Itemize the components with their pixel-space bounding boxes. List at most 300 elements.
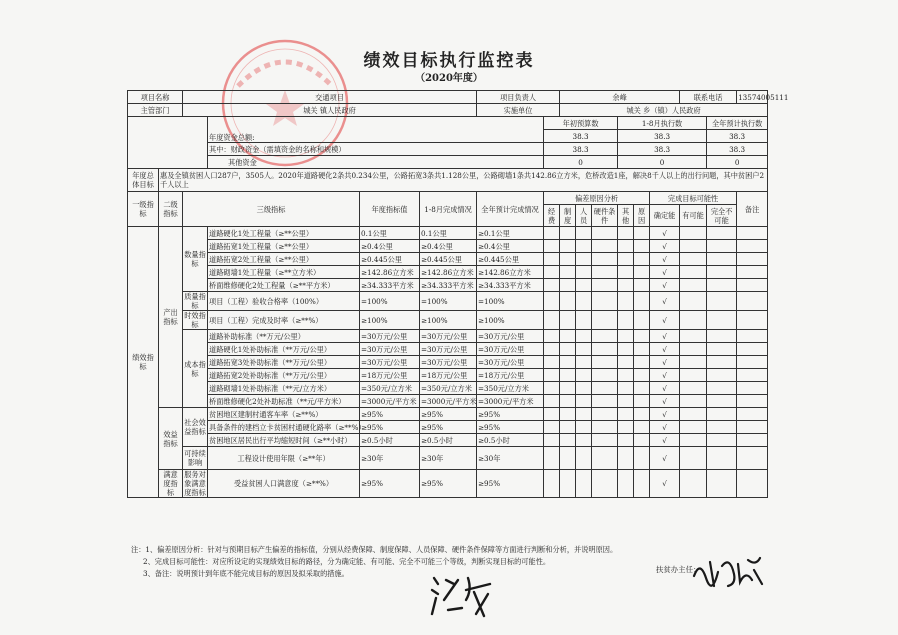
deviation-cell — [544, 311, 560, 330]
deviation-cell — [592, 382, 618, 395]
deviation-cell — [634, 470, 650, 498]
impossible-cell — [707, 470, 737, 498]
deviation-cell — [618, 292, 634, 311]
deviation-cell — [576, 266, 592, 279]
col-dev-other: 其他 — [618, 205, 634, 227]
table-row — [128, 434, 768, 447]
jan-aug-value: ≥100% — [420, 311, 477, 330]
level3-indicator: 贫困地区建制村通客车率（≥**%） — [208, 408, 360, 421]
level3-indicator: 受益贫困人口满意度（≥**%） — [208, 470, 360, 498]
funds-other-actual: 0 — [618, 156, 707, 169]
funds-other-initial: 0 — [544, 156, 618, 169]
level2-quantity: 数量指标 — [183, 227, 208, 292]
col-level2: 二级指标 — [159, 192, 183, 227]
check-mark: √ — [650, 240, 680, 253]
check-mark: √ — [650, 279, 680, 292]
remark-cell — [737, 382, 768, 395]
table-row — [128, 311, 768, 330]
table-row — [128, 356, 768, 369]
impossible-cell — [707, 382, 737, 395]
impossible-cell — [707, 253, 737, 266]
funds-col-actual: 1-8月执行数 — [618, 117, 707, 130]
forecast-value: ≥0.445公里 — [477, 253, 544, 266]
target-value: =350元/立方米 — [360, 382, 420, 395]
impossible-cell — [707, 311, 737, 330]
col-level1: 一级指标 — [128, 192, 159, 227]
deviation-cell — [592, 227, 618, 240]
impossible-cell — [707, 292, 737, 311]
level1-perf: 绩效指标 — [128, 227, 159, 498]
table-row — [128, 470, 768, 498]
deviation-cell — [592, 330, 618, 343]
deviation-cell — [544, 292, 560, 311]
deviation-cell — [560, 330, 576, 343]
level3-indicator: 道路拓宽1处工程量（≥**公里） — [208, 240, 360, 253]
level3-indicator: 道路拓宽2处工程量（≥**公里） — [208, 253, 360, 266]
goal-row — [128, 169, 768, 192]
forecast-value: =100% — [477, 292, 544, 311]
target-value: =100% — [360, 292, 420, 311]
check-mark: √ — [650, 470, 680, 498]
jan-aug-value: =18万元/公里 — [420, 369, 477, 382]
possible-cell — [680, 311, 707, 330]
deviation-cell — [618, 434, 634, 447]
jan-aug-value: =100% — [420, 292, 477, 311]
level3-indicator: 项目（工程）验收合格率（100%） — [208, 292, 360, 311]
funds-other-label: 其他资金 — [208, 156, 544, 169]
deviation-cell — [576, 356, 592, 369]
deviation-cell — [618, 253, 634, 266]
target-value: =18万元/公里 — [360, 369, 420, 382]
jan-aug-value: =350元/立方米 — [420, 382, 477, 395]
target-value: 0.1公里 — [360, 227, 420, 240]
possible-cell — [680, 382, 707, 395]
deviation-cell — [618, 382, 634, 395]
owner-value: 余峰 — [560, 91, 680, 104]
forecast-value: =30万元/公里 — [477, 330, 544, 343]
deviation-cell — [576, 279, 592, 292]
deviation-cell — [544, 408, 560, 421]
impossible-cell — [707, 227, 737, 240]
jan-aug-value: 0.1公里 — [420, 227, 477, 240]
col-dev-hardware: 硬件条件 — [592, 205, 618, 227]
deviation-cell — [592, 253, 618, 266]
check-mark: √ — [650, 343, 680, 356]
target-value: =30万元/公里 — [360, 343, 420, 356]
jan-aug-value: ≥34.333平方米 — [420, 279, 477, 292]
table-row — [128, 447, 768, 470]
jan-aug-value: =30万元/公里 — [420, 330, 477, 343]
impossible-cell — [707, 434, 737, 447]
table-row — [128, 421, 768, 434]
deviation-cell — [634, 311, 650, 330]
deviation-cell — [560, 266, 576, 279]
deviation-cell — [634, 279, 650, 292]
possible-cell — [680, 330, 707, 343]
deviation-cell — [634, 382, 650, 395]
remark-cell — [737, 343, 768, 356]
funds-col-initial: 年初预算数 — [544, 117, 618, 130]
deviation-cell — [576, 421, 592, 434]
impossible-cell — [707, 343, 737, 356]
deviation-cell — [576, 292, 592, 311]
forecast-value: ≥142.86立方米 — [477, 266, 544, 279]
table-row — [128, 227, 768, 240]
jan-aug-value: ≥95% — [420, 470, 477, 498]
remark-cell — [737, 447, 768, 470]
level1-satisfaction: 满意度指标 — [159, 470, 183, 498]
deviation-cell — [560, 343, 576, 356]
table-row — [128, 266, 768, 279]
deviation-cell — [618, 356, 634, 369]
possible-cell — [680, 356, 707, 369]
deviation-cell — [560, 240, 576, 253]
deviation-cell — [576, 330, 592, 343]
jan-aug-value: ≥95% — [420, 408, 477, 421]
deviation-cell — [634, 292, 650, 311]
deviation-cell — [576, 311, 592, 330]
table-row — [128, 292, 768, 311]
level3-indicator: 道路砌墙1处补助标准（**元/立方米） — [208, 382, 360, 395]
possible-cell — [680, 227, 707, 240]
page-subtitle: （2020年度） — [415, 73, 483, 84]
table-row — [128, 240, 768, 253]
deviation-cell — [560, 292, 576, 311]
deviation-cell — [576, 227, 592, 240]
possible-cell — [680, 266, 707, 279]
unit-value: 城关 乡（镇）人民政府 — [560, 104, 768, 117]
jan-aug-value: =30万元/公里 — [420, 343, 477, 356]
remark-cell — [737, 311, 768, 330]
col-comp-certain: 确定能 — [650, 205, 680, 227]
check-mark: √ — [650, 447, 680, 470]
remark-cell — [737, 421, 768, 434]
deviation-cell — [634, 253, 650, 266]
target-value: ≥0.4公里 — [360, 240, 420, 253]
funds-total-label: 年度资金总额: — [208, 117, 544, 143]
deviation-cell — [592, 434, 618, 447]
deviation-cell — [544, 227, 560, 240]
table-row — [128, 369, 768, 382]
deviation-cell — [618, 227, 634, 240]
deviation-cell — [592, 266, 618, 279]
possible-cell — [680, 240, 707, 253]
page-title: 绩效目标执行监控表 — [363, 51, 535, 71]
monitoring-table — [127, 90, 789, 498]
deviation-cell — [618, 408, 634, 421]
jan-aug-value: ≥30年 — [420, 447, 477, 470]
deviation-cell — [618, 421, 634, 434]
check-mark: √ — [650, 382, 680, 395]
funds-total-forecast: 38.3 — [707, 130, 768, 143]
table-row — [128, 408, 768, 421]
funds-fiscal-label: 其中：财政资金（需填资金的名称和规模） — [208, 143, 544, 156]
table-row — [128, 343, 768, 356]
funds-fiscal-actual: 38.3 — [618, 143, 707, 156]
jan-aug-value: =3000元/平方米 — [421, 396, 477, 406]
target-value: =30万元/公里 — [360, 330, 420, 343]
deviation-cell — [634, 408, 650, 421]
deviation-cell — [560, 356, 576, 369]
impossible-cell — [707, 369, 737, 382]
target-value: ≥30年 — [360, 447, 420, 470]
deviation-cell — [618, 395, 634, 408]
funds-other-row — [128, 156, 768, 169]
table-row — [128, 395, 768, 408]
col-forecast: 全年预计完成情况 — [477, 192, 544, 227]
deviation-cell — [576, 343, 592, 356]
signer-label: 扶贫办主任： — [656, 565, 701, 574]
goal-text: 惠及全镇贫困人口287户，3505人。2020年道路硬化2条共0.234公里，公路拓宽3条共1.128公里，公路砌墙1条共142.86立方米，危桥改造1座，解决8千人以上的出行问题，其中贫困户2千人以上 — [159, 169, 768, 192]
deviation-cell — [634, 330, 650, 343]
jan-aug-value: =30万元/公里 — [420, 356, 477, 369]
jan-aug-value: ≥0.445公里 — [420, 253, 477, 266]
forecast-value: ≥100% — [477, 311, 544, 330]
deviation-cell — [560, 421, 576, 434]
deviation-cell — [576, 382, 592, 395]
deviation-cell — [592, 279, 618, 292]
deviation-cell — [560, 434, 576, 447]
check-mark: √ — [650, 369, 680, 382]
level3-indicator: 项目（工程）完成及时率（≥**%） — [208, 311, 360, 330]
level3-indicator: 道路拓宽3处补助标准（**万元/公里） — [208, 356, 360, 369]
deviation-cell — [544, 253, 560, 266]
deviation-cell — [576, 369, 592, 382]
remark-cell — [737, 470, 768, 498]
deviation-cell — [544, 343, 560, 356]
deviation-cell — [576, 395, 592, 408]
level3-indicator: 道路砌墙1处工程量（≥**立方米） — [208, 266, 360, 279]
forecast-value: ≥0.4公里 — [477, 240, 544, 253]
forecast-value: ≥95% — [477, 421, 544, 434]
remark-cell — [737, 240, 768, 253]
remark-cell — [737, 266, 768, 279]
funds-fiscal-initial: 38.3 — [544, 143, 618, 156]
deviation-cell — [560, 395, 576, 408]
deviation-cell — [592, 356, 618, 369]
level1-output: 产出指标 — [159, 227, 183, 408]
level3-indicator: 道路拓宽2处补助标准（**万元/公里） — [208, 369, 360, 382]
level2-service: 服务对象满意度指标 — [184, 470, 206, 497]
forecast-value: ≥0.5小时 — [477, 434, 544, 447]
deviation-cell — [634, 395, 650, 408]
possible-cell — [680, 434, 707, 447]
deviation-cell — [592, 343, 618, 356]
funds-fiscal-forecast: 38.3 — [707, 143, 768, 156]
deviation-cell — [592, 447, 618, 470]
col-level3: 三级指标 — [183, 192, 360, 227]
level3-indicator: 道路硬化1处补助标准（**万元/公里） — [208, 343, 360, 356]
deviation-cell — [576, 253, 592, 266]
deviation-cell — [618, 330, 634, 343]
forecast-value: ≥30年 — [477, 447, 544, 470]
deviation-cell — [560, 382, 576, 395]
deviation-cell — [544, 470, 560, 498]
col-dev-reason: 原因 — [634, 205, 650, 227]
deviation-cell — [592, 470, 618, 498]
level2-quality: 质量指标 — [184, 292, 206, 310]
target-value: =3000元/平方米 — [360, 395, 420, 408]
impossible-cell — [707, 395, 737, 408]
deviation-cell — [618, 279, 634, 292]
deviation-cell — [592, 311, 618, 330]
indicator-rows — [128, 227, 768, 498]
level3-indicator: 贫困地区居民出行平均缩短时间（≥**小时） — [208, 434, 360, 447]
level3-indicator: 桥面维修硬化2处补助标准（**元/平方米） — [208, 395, 360, 408]
col-dev-funds: 经费 — [544, 205, 560, 227]
deviation-cell — [618, 311, 634, 330]
project-name-label: 项目名称 — [128, 91, 183, 104]
info-row-project — [128, 91, 768, 104]
possible-cell — [680, 470, 707, 498]
table-row — [128, 253, 768, 266]
funds-total-actual: 38.3 — [618, 130, 707, 143]
deviation-cell — [544, 369, 560, 382]
deviation-cell — [560, 470, 576, 498]
target-value: ≥95% — [360, 408, 420, 421]
level1-benefit: 效益指标 — [159, 408, 183, 470]
possible-cell — [680, 369, 707, 382]
info-row-dept — [128, 104, 768, 117]
impossible-cell — [707, 266, 737, 279]
note-2: 2、完成目标可能性：对应所设定的实现绩效目标的路径，分为确定能、有可能、完全不可能三个等级，判断实现目标的可能性。 — [143, 557, 551, 566]
forecast-value: =350元/立方米 — [477, 382, 544, 395]
deviation-cell — [634, 421, 650, 434]
check-mark: √ — [650, 434, 680, 447]
director-signature — [690, 552, 770, 592]
owner-label: 项目负责人 — [477, 91, 560, 104]
impossible-cell — [707, 279, 737, 292]
target-value: =30万元/公里 — [360, 356, 420, 369]
remark-cell — [737, 279, 768, 292]
deviation-cell — [634, 343, 650, 356]
deviation-cell — [618, 240, 634, 253]
level3-indicator: 道路硬化1处工程量（≥**公里） — [208, 227, 360, 240]
deviation-cell — [544, 356, 560, 369]
check-mark: √ — [650, 421, 680, 434]
level2-time: 时效指标 — [184, 311, 206, 329]
possible-cell — [680, 292, 707, 311]
funds-other-forecast: 0 — [707, 156, 768, 169]
check-mark: √ — [650, 227, 680, 240]
forecast-value: ≥0.1公里 — [477, 227, 544, 240]
deviation-cell — [618, 343, 634, 356]
deviation-cell — [618, 266, 634, 279]
deviation-cell — [618, 369, 634, 382]
deviation-cell — [544, 395, 560, 408]
forecast-value: ≥95% — [477, 470, 544, 498]
deviation-cell — [560, 253, 576, 266]
note-1: 注：1、偏差原因分析：针对与预期目标产生偏差的指标值，分别从经费保障、制度保障、人员保障、硬件条件保障等方面进行判断和分析，并说明原因。 — [131, 545, 618, 554]
col-remark: 备注 — [737, 192, 768, 227]
funds-col-forecast: 全年预计执行数 — [707, 117, 768, 130]
deviation-cell — [560, 279, 576, 292]
deviation-cell — [560, 311, 576, 330]
deviation-cell — [560, 369, 576, 382]
unit-label: 实施单位 — [477, 104, 560, 117]
col-comp-impossible: 完全不可能 — [707, 205, 737, 227]
jan-aug-value: ≥0.5小时 — [420, 434, 477, 447]
deviation-cell — [576, 447, 592, 470]
check-mark: √ — [650, 330, 680, 343]
deviation-cell — [560, 227, 576, 240]
notes — [131, 544, 617, 580]
possible-cell — [680, 408, 707, 421]
deviation-cell — [592, 292, 618, 311]
check-mark: √ — [650, 292, 680, 311]
target-value: ≥95% — [360, 421, 420, 434]
check-mark: √ — [650, 408, 680, 421]
remark-cell — [737, 253, 768, 266]
deviation-cell — [544, 421, 560, 434]
impossible-cell — [707, 447, 737, 470]
col-deviation-group: 偏差原因分析 — [544, 192, 650, 205]
level3-indicator: 道路补助标准（**万元/公里） — [208, 330, 360, 343]
col-completion-group: 完成目标可能性 — [650, 192, 737, 205]
forecast-value: =30万元/公里 — [477, 343, 544, 356]
impossible-cell — [707, 240, 737, 253]
impossible-cell — [707, 421, 737, 434]
remark-cell — [737, 292, 768, 311]
deviation-cell — [634, 227, 650, 240]
dept-label: 主管部门 — [128, 104, 183, 117]
deviation-cell — [576, 240, 592, 253]
goal-label: 年度总体目标 — [128, 169, 159, 192]
target-value: ≥100% — [360, 311, 420, 330]
deviation-cell — [576, 470, 592, 498]
level2-social: 社会效益指标 — [183, 408, 208, 447]
deviation-cell — [544, 266, 560, 279]
deviation-cell — [576, 434, 592, 447]
check-mark: √ — [650, 266, 680, 279]
check-mark: √ — [650, 356, 680, 369]
deviation-cell — [544, 382, 560, 395]
target-value: ≥0.445公里 — [360, 253, 420, 266]
possible-cell — [680, 253, 707, 266]
remark-cell — [737, 356, 768, 369]
funds-total-initial: 38.3 — [544, 130, 618, 143]
col-target: 年度指标值 — [360, 192, 420, 227]
funds-header-row — [128, 117, 768, 130]
possible-cell — [680, 447, 707, 470]
target-value: ≥34.333平方米 — [360, 279, 420, 292]
forecast-value: ≥95% — [477, 408, 544, 421]
possible-cell — [680, 421, 707, 434]
remark-cell — [737, 369, 768, 382]
handwritten-signature — [428, 570, 498, 620]
col-jan-aug: 1-8月完成情况 — [420, 192, 477, 227]
level2-sustain: 可持续影响 — [183, 447, 208, 470]
deviation-cell — [544, 447, 560, 470]
funds-fiscal-row — [128, 143, 768, 156]
possible-cell — [680, 279, 707, 292]
possible-cell — [680, 395, 707, 408]
remark-cell — [737, 395, 768, 408]
jan-aug-value: ≥142.86立方米 — [420, 266, 477, 279]
forecast-value: =30万元/公里 — [477, 356, 544, 369]
col-dev-system: 制度 — [560, 205, 576, 227]
phone-value: 13574005111 — [738, 92, 789, 102]
remark-cell — [737, 434, 768, 447]
deviation-cell — [618, 447, 634, 470]
deviation-cell — [592, 369, 618, 382]
deviation-cell — [560, 447, 576, 470]
remark-cell — [737, 330, 768, 343]
deviation-cell — [592, 240, 618, 253]
level3-indicator: 工程设计使用年限（≥**年） — [208, 447, 360, 470]
deviation-cell — [634, 240, 650, 253]
impossible-cell — [707, 356, 737, 369]
